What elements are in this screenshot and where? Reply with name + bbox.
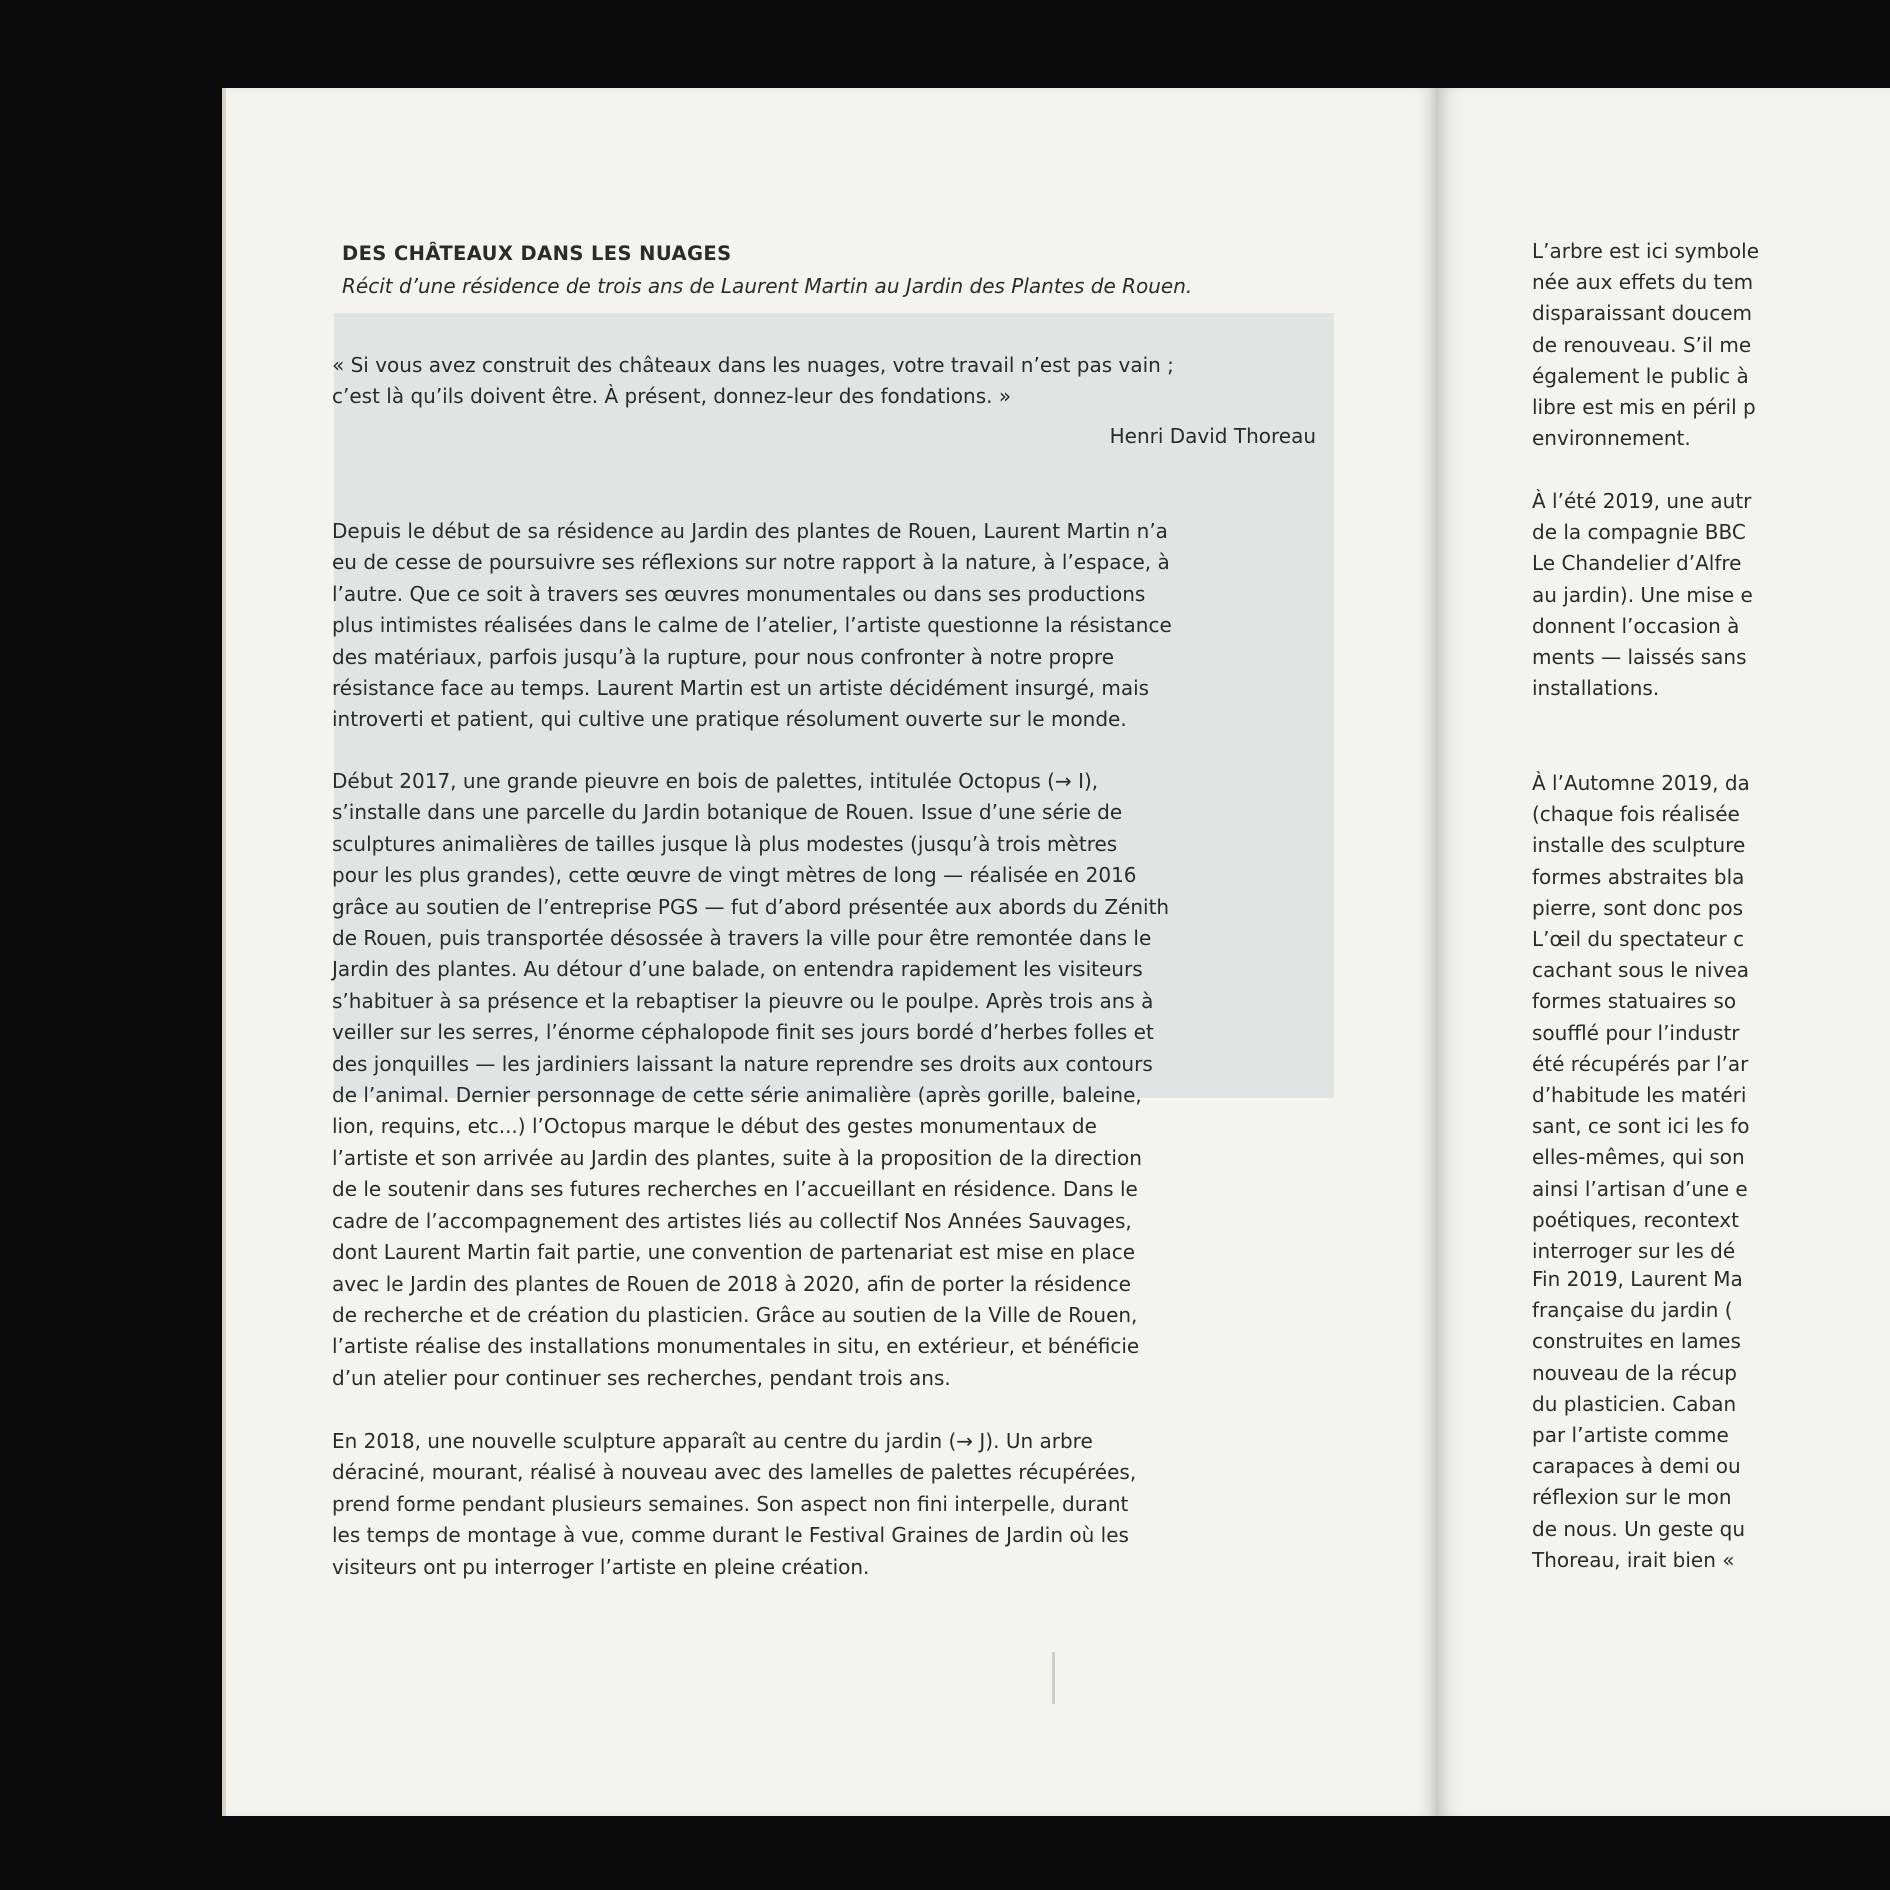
text-line: pour les plus grandes), cette œuvre de vingt mètres de long — réalisée en 2016 <box>332 863 1137 888</box>
text-line: « Si vous avez construit des châteaux dans les nuages, votre travail n’est pas vain ; <box>332 353 1174 377</box>
text-line: eu de cesse de poursuivre ses réflexions sur notre rapport à la nature, à l’espace, à <box>332 550 1170 575</box>
text-line: Fin 2019, Laurent Ma <box>1532 1267 1743 1291</box>
text-line: de l’animal. Dernier personnage de cette série animalière (après gorille, baleine, <box>332 1083 1142 1108</box>
text-line: disparaissant doucem <box>1532 301 1753 326</box>
text-line: de recherche et de création du plasticien. Grâce au soutien de la Ville de Rouen, <box>332 1302 1138 1327</box>
text-line: d’un atelier pour continuer ses recherches, pendant trois ans. <box>332 1365 951 1390</box>
right-paragraph-4 <box>1532 1264 1890 1576</box>
text-line: de la compagnie BBC <box>1532 520 1746 545</box>
text-line: les temps de montage à vue, comme durant le Festival Graines de Jardin où les <box>332 1523 1129 1548</box>
text-line: résistance face au temps. Laurent Martin est un artiste décidément insurgé, mais <box>332 676 1150 701</box>
text-line: nouveau de la récup <box>1532 1360 1737 1385</box>
paragraph-2-text <box>332 766 1342 1394</box>
right-paragraph-2 <box>1532 486 1890 704</box>
pencil-mark <box>1052 1652 1055 1704</box>
article-title: DES CHÂTEAUX DANS LES NUAGES <box>342 242 732 265</box>
text-line: dont Laurent Martin fait partie, une convention de partenariat est mise en place <box>332 1240 1136 1265</box>
paragraph-3-text <box>332 1426 1342 1583</box>
epigraph-quote <box>332 350 1342 413</box>
text-line: formes statuaires so <box>1532 989 1737 1014</box>
text-line: cadre de l’accompagnement des artistes liés au collectif Nos Années Sauvages, <box>332 1208 1132 1233</box>
right-paragraph-3-text <box>1532 768 1890 1267</box>
text-line: s’installe dans une parcelle du Jardin botanique de Rouen. Issue d’une série de <box>332 800 1123 825</box>
text-line: À l’été 2019, une autr <box>1532 489 1752 513</box>
text-line: L’arbre est ici symbole <box>1532 239 1760 263</box>
text-line: construites en lames <box>1532 1329 1741 1354</box>
quote-author: Henri David Thoreau <box>1109 424 1316 448</box>
text-line: Le Chandelier d’Alfre <box>1532 551 1742 576</box>
text-line: des matériaux, parfois jusqu’à la rupture, pour nous confronter à notre propre <box>332 644 1115 669</box>
paragraph-1 <box>332 516 1342 736</box>
text-line: ments — laissés sans <box>1532 645 1747 670</box>
text-line: En 2018, une nouvelle sculpture apparaît au centre du jardin (→ J). Un arbre <box>332 1429 1093 1453</box>
text-line: grâce au soutien de l’entreprise PGS — fut d’abord présentée aux abords du Zénith <box>332 894 1170 919</box>
right-paragraph-3 <box>1532 768 1890 1267</box>
text-line: par l’artiste comme <box>1532 1423 1729 1448</box>
paragraph-3 <box>332 1426 1342 1583</box>
text-line: c’est là qu’ils doivent être. À présent, donnez-leur des fondations. » <box>332 384 1012 409</box>
text-line: sant, ce sont ici les fo <box>1532 1114 1750 1139</box>
paragraph-2 <box>332 766 1342 1394</box>
text-line: de nous. Un geste qu <box>1532 1516 1746 1541</box>
text-line: l’artiste et son arrivée au Jardin des plantes, suite à la proposition de la direction <box>332 1145 1142 1170</box>
text-line: d’habitude les matéri <box>1532 1083 1747 1108</box>
text-line: Depuis le début de sa résidence au Jardin des plantes de Rouen, Laurent Martin n’a <box>332 519 1168 543</box>
text-line: elles-mêmes, qui son <box>1532 1145 1745 1170</box>
text-line: soufflé pour l’industr <box>1532 1020 1740 1045</box>
right-paragraph-2-text <box>1532 486 1890 704</box>
text-line: l’artiste réalise des installations monumentales in situ, en extérieur, et bénéficie <box>332 1334 1140 1359</box>
quote-text <box>332 350 1342 413</box>
text-line: environnement. <box>1532 426 1691 451</box>
text-line: des jonquilles — les jardiniers laissant la nature reprendre ses droits aux contours <box>332 1051 1153 1076</box>
text-line: Jardin des plantes. Au détour d’une balade, on entendra rapidement les visiteurs <box>332 957 1143 982</box>
text-line: l’autre. Que ce soit à travers ses œuvres monumentales ou dans ses productions <box>332 581 1146 606</box>
text-line: formes abstraites bla <box>1532 864 1745 889</box>
text-line: veiller sur les serres, l’énorme céphalopode finit ses jours bordé d’herbes folles et <box>332 1020 1154 1045</box>
text-line: L’œil du spectateur c <box>1532 927 1745 952</box>
text-line: française du jardin ( <box>1532 1298 1733 1323</box>
text-line: pierre, sont donc pos <box>1532 895 1744 920</box>
right-paragraph-4-text <box>1532 1264 1890 1576</box>
article-subtitle: Récit d’une résidence de trois ans de Laurent Martin au Jardin des Plantes de Rouen. <box>342 274 1193 298</box>
text-line: avec le Jardin des plantes de Rouen de 2018 à 2020, afin de porter la résidence <box>332 1271 1131 1296</box>
text-line: sculptures animalières de tailles jusque là plus modestes (jusqu’à trois mètres <box>332 831 1118 856</box>
text-line: interroger sur les dé <box>1532 1239 1736 1264</box>
paragraph-1-text <box>332 516 1342 736</box>
text-line: de le soutenir dans ses futures recherches en l’accueillant en résidence. Dans le <box>332 1177 1138 1202</box>
text-line: carapaces à demi ou <box>1532 1454 1741 1479</box>
left-page <box>222 88 1436 1816</box>
text-line: installe des sculpture <box>1532 833 1746 858</box>
text-line: cachant sous le nivea <box>1532 958 1750 983</box>
text-line: de Rouen, puis transportée désossée à travers la ville pour être remontée dans le <box>332 926 1152 951</box>
text-line: donnent l’occasion à <box>1532 613 1740 638</box>
text-line: été récupérés par l’ar <box>1532 1051 1749 1076</box>
right-paragraph-1-text <box>1532 236 1890 454</box>
text-line: déraciné, mourant, réalisé à nouveau avec des lamelles de palettes récupérées, <box>332 1460 1137 1485</box>
right-paragraph-1 <box>1532 236 1890 454</box>
text-line: également le public à <box>1532 363 1749 388</box>
text-line: au jardin). Une mise e <box>1532 582 1753 607</box>
text-line: prend forme pendant plusieurs semaines. Son aspect non fini interpelle, durant <box>332 1491 1129 1516</box>
text-line: réflexion sur le mon <box>1532 1485 1732 1510</box>
text-line: Thoreau, irait bien « <box>1532 1547 1735 1572</box>
text-line: s’habituer à sa présence et la rebaptiser la pieuvre ou le poulpe. Après trois ans à <box>332 988 1154 1013</box>
text-line: de renouveau. S’il me <box>1532 332 1752 357</box>
text-line: À l’Automne 2019, da <box>1532 771 1750 795</box>
text-line: poétiques, recontext <box>1532 1207 1739 1232</box>
text-line: ainsi l’artisan d’une e <box>1532 1176 1748 1201</box>
text-line: introverti et patient, qui cultive une pratique résolument ouverte sur le monde. <box>332 707 1127 732</box>
text-line: née aux effets du tem <box>1532 270 1754 295</box>
text-line: libre est mis en péril p <box>1532 395 1756 420</box>
text-line: du plasticien. Caban <box>1532 1391 1737 1416</box>
text-line: installations. <box>1532 676 1660 701</box>
text-line: Début 2017, une grande pieuvre en bois de palettes, intitulée Octopus (→ I), <box>332 769 1099 793</box>
right-page <box>1436 88 1890 1816</box>
text-line: plus intimistes réalisées dans le calme de l’atelier, l’artiste questionne la résistance <box>332 613 1172 638</box>
text-line: lion, requins, etc...) l’Octopus marque le début des gestes monumentaux de <box>332 1114 1097 1139</box>
text-line: (chaque fois réalisée <box>1532 802 1740 827</box>
text-line: visiteurs ont pu interroger l’artiste en pleine création. <box>332 1554 870 1579</box>
